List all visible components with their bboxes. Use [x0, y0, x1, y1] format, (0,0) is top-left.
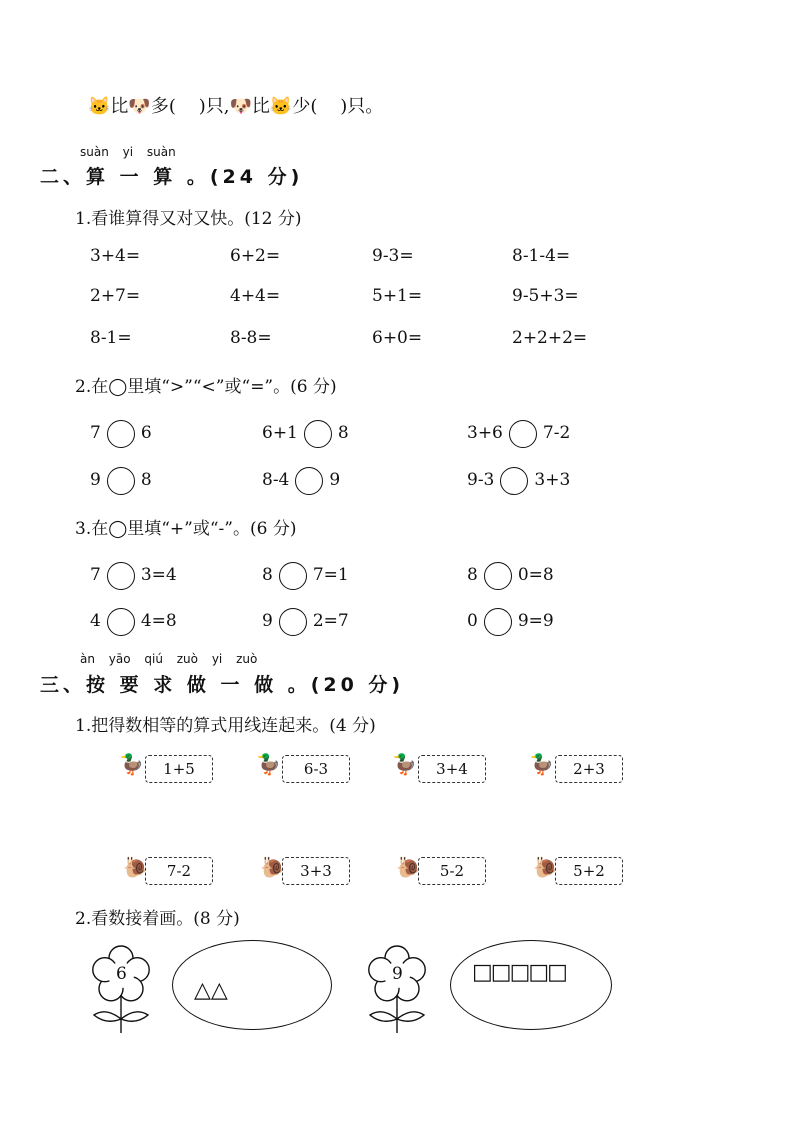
- equation: 9-5+3=: [512, 286, 579, 306]
- answer-circle[interactable]: [484, 562, 512, 590]
- left-expression: 0: [467, 611, 478, 631]
- fill-circle-item: [467, 466, 570, 495]
- snail-icon: 🐌: [123, 855, 148, 879]
- duck-expression-box[interactable]: 2+3: [555, 755, 623, 783]
- fill-circle-item: [467, 561, 554, 590]
- right-expression: 9=9: [517, 611, 554, 631]
- question-title: 3.在◯里填“+”或“-”。(6 分): [75, 519, 297, 539]
- left-expression: 7: [90, 423, 101, 443]
- equation: 9-3=: [372, 246, 414, 266]
- answer-circle[interactable]: [107, 608, 135, 636]
- left-expression: 8: [467, 565, 478, 585]
- snail-expression-box[interactable]: 3+3: [282, 857, 350, 885]
- fill-circle-item: [262, 561, 349, 590]
- flower-icon: [88, 945, 154, 1035]
- answer-circle[interactable]: [279, 608, 307, 636]
- right-expression: 8: [337, 423, 349, 443]
- equation: 2+7=: [90, 286, 141, 306]
- flower-number: 6: [116, 964, 127, 984]
- section-heading: 三、按 要 求 做 一 做 。(20 分): [40, 674, 405, 696]
- pinyin: àn yāo qiú zuò yi zuò: [80, 652, 258, 666]
- right-expression: 3+3: [534, 470, 571, 490]
- flower-number: 9: [392, 964, 403, 984]
- snail-icon: 🐌: [396, 855, 421, 879]
- answer-circle[interactable]: [107, 562, 135, 590]
- snail-expression-box[interactable]: 5-2: [418, 857, 486, 885]
- pinyin: suàn yi suàn: [80, 145, 176, 159]
- right-expression: 0=8: [517, 565, 554, 585]
- right-expression: 6: [140, 423, 152, 443]
- fill-circle-item: [467, 607, 554, 636]
- equation: 6+0=: [372, 328, 423, 348]
- fill-circle-item: [90, 561, 177, 590]
- answer-circle[interactable]: [484, 608, 512, 636]
- equation: 8-8=: [230, 328, 272, 348]
- equation: 5+1=: [372, 286, 423, 306]
- right-expression: 3=4: [140, 565, 177, 585]
- duck-expression-box[interactable]: 3+4: [418, 755, 486, 783]
- fill-circle-item: [90, 419, 152, 448]
- snail-expression-box[interactable]: 5+2: [555, 857, 623, 885]
- snail-expression-box[interactable]: 7-2: [145, 857, 213, 885]
- right-expression: 7=1: [312, 565, 349, 585]
- left-expression: 3+6: [467, 423, 503, 443]
- dog-icon: 🐶: [128, 96, 151, 117]
- cat-icon: 🐱: [269, 96, 293, 117]
- fill-circle-item: [262, 419, 349, 448]
- answer-circle[interactable]: [509, 420, 537, 448]
- text: 比: [251, 96, 270, 117]
- right-expression: 4=8: [140, 611, 177, 631]
- left-expression: 7: [90, 565, 101, 585]
- fill-circle-item: [262, 607, 349, 636]
- answer-circle[interactable]: [304, 420, 332, 448]
- text: 比: [110, 96, 129, 117]
- right-expression: 8: [140, 470, 152, 490]
- fill-circle-item: [467, 419, 570, 448]
- left-expression: 4: [90, 611, 101, 631]
- answer-circle[interactable]: [295, 467, 323, 495]
- equation: 6+2=: [230, 246, 281, 266]
- duck-icon: 🦆: [119, 752, 144, 776]
- equation: 2+2+2=: [512, 328, 588, 348]
- section-heading: 二、算 一 算 。(24 分): [40, 166, 304, 188]
- snail-icon: 🐌: [533, 855, 558, 879]
- text: 少( )只。: [292, 96, 384, 117]
- question-title: 2.在◯里填“>”“<”或“=”。(6 分): [75, 377, 337, 397]
- left-expression: 6+1: [262, 423, 298, 443]
- left-expression: 8-4: [262, 470, 290, 490]
- left-expression: 9: [262, 611, 273, 631]
- equation: 8-1=: [90, 328, 132, 348]
- duck-icon: 🦆: [529, 752, 554, 776]
- drawing-oval[interactable]: [450, 940, 612, 1030]
- duck-icon: 🦆: [256, 752, 281, 776]
- answer-circle[interactable]: [107, 420, 135, 448]
- equation: 3+4=: [90, 246, 141, 266]
- duck-expression-box[interactable]: 1+5: [145, 755, 213, 783]
- left-expression: 8: [262, 565, 273, 585]
- question-title: 1.把得数相等的算式用线连起来。(4 分): [75, 716, 376, 736]
- left-expression: 9: [90, 470, 101, 490]
- cat-icon: 🐱: [88, 96, 111, 117]
- answer-circle[interactable]: [500, 467, 528, 495]
- question-title: 1.看谁算得又对又快。(12 分): [75, 209, 302, 229]
- dog-icon: 🐶: [229, 96, 252, 117]
- duck-icon: 🦆: [392, 752, 417, 776]
- fill-circle-item: [262, 466, 340, 495]
- right-expression: 7-2: [542, 423, 571, 443]
- snail-icon: 🐌: [260, 855, 285, 879]
- right-expression: 2=7: [312, 611, 349, 631]
- question-title: 2.看数接着画。(8 分): [75, 909, 240, 929]
- drawn-shapes: □□□□□: [472, 960, 566, 985]
- text: 多( )只,: [150, 96, 230, 117]
- answer-circle[interactable]: [279, 562, 307, 590]
- right-expression: 9: [329, 470, 341, 490]
- answer-circle[interactable]: [107, 467, 135, 495]
- duck-expression-box[interactable]: 6-3: [282, 755, 350, 783]
- comparison-line: [88, 92, 383, 118]
- left-expression: 9-3: [467, 470, 495, 490]
- equation: 4+4=: [230, 286, 281, 306]
- fill-circle-item: [90, 466, 152, 495]
- drawn-shapes: △△: [194, 978, 228, 1003]
- flower-icon: [364, 945, 430, 1035]
- equation: 8-1-4=: [512, 246, 571, 266]
- fill-circle-item: [90, 607, 177, 636]
